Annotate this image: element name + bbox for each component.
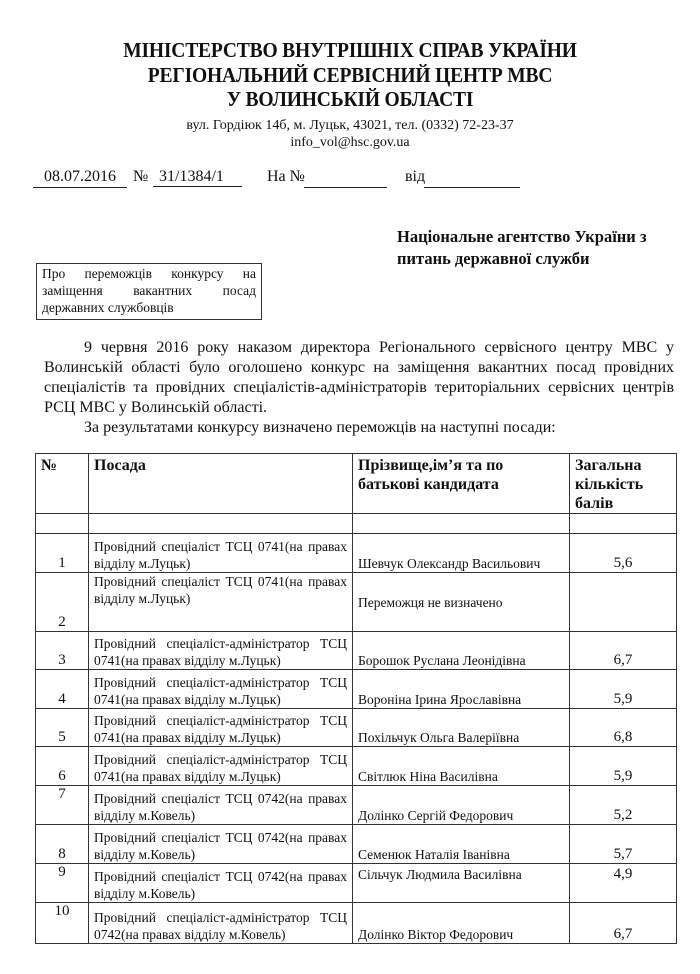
number-field xyxy=(153,168,242,187)
row-name: Похільчук Ольга Валеріївна xyxy=(353,709,570,747)
table-row xyxy=(36,709,677,747)
row-score: 6,7 xyxy=(570,903,677,944)
email-address: info_vol@hsc.gov.ua xyxy=(290,135,410,150)
row-score: 5,9 xyxy=(570,670,677,709)
header-num: № xyxy=(36,454,89,514)
addressee xyxy=(397,226,677,270)
table-row xyxy=(36,632,677,670)
center-title: РЕГІОНАЛЬНИЙ СЕРВІСНИЙ ЦЕНТР МВС xyxy=(147,63,553,87)
row-score: 5,7 xyxy=(570,825,677,864)
row-score: 5,9 xyxy=(570,747,677,786)
in-reply-blank xyxy=(304,168,387,188)
results-table xyxy=(35,453,677,944)
row-num: 6 xyxy=(36,747,89,786)
table-row xyxy=(36,534,677,573)
row-name: Переможця не визначено xyxy=(353,573,570,632)
row-num: 4 xyxy=(36,670,89,709)
number-label: № xyxy=(133,168,149,185)
subject-line: заміщення вакантних посад xyxy=(42,283,256,298)
row-position: Провідний спеціаліст-адміністратор ТСЦ 0741(на правах відділу м.Луцьк) xyxy=(89,747,353,786)
table-row xyxy=(36,747,677,786)
header-score: Загальна кількість балів xyxy=(570,454,677,514)
row-num: 2 xyxy=(36,573,89,632)
row-position: Провідний спеціаліст-адміністратор ТСЦ 0742(на правах відділу м.Ковель) xyxy=(89,903,353,944)
table-row xyxy=(36,825,677,864)
row-position: Провідний спеціаліст-адміністратор ТСЦ 0741(на правах відділу м.Луцьк) xyxy=(89,632,353,670)
row-num: 10 xyxy=(36,903,89,944)
row-score: 6,8 xyxy=(570,709,677,747)
row-score: 4,9 xyxy=(570,864,677,903)
row-position: Провідний спеціаліст ТСЦ 0742(на правах відділу м.Ковель) xyxy=(89,825,353,864)
addressee-line: питань державної служби xyxy=(397,249,590,268)
from-label: від xyxy=(405,168,426,185)
row-name: Світлюк Ніна Василівна xyxy=(353,747,570,786)
row-score: 5,2 xyxy=(570,786,677,825)
row-num: 8 xyxy=(36,825,89,864)
table-header-row xyxy=(36,454,677,514)
header-name: Прізвище,ім’я та по батькові кандидата xyxy=(353,454,570,514)
row-score xyxy=(570,573,677,632)
subject-box xyxy=(36,263,262,320)
row-position: Провідний спеціаліст-адміністратор ТСЦ 0741(на правах відділу м.Луцьк) xyxy=(89,709,353,747)
subject-line: державних службовців xyxy=(42,300,174,315)
row-num: 9 xyxy=(36,864,89,903)
row-num: 5 xyxy=(36,709,89,747)
table-row xyxy=(36,864,677,903)
table-empty-row xyxy=(36,514,677,534)
body-paragraph-2: За результатами конкурсу визначено переможців на наступні посади: xyxy=(84,419,556,436)
row-num: 7 xyxy=(36,786,89,825)
table-row xyxy=(36,903,677,944)
row-position: Провідний спеціаліст ТСЦ 0741(на правах відділу м.Луцьк) xyxy=(89,573,353,632)
row-name: Шевчук Олександр Васильович xyxy=(353,534,570,573)
row-name: Вороніна Ірина Ярославівна xyxy=(353,670,570,709)
body-paragraph-1: 9 червня 2016 року наказом директора Регіонального сервісного центру МВС у Волинській області було оголошено конкурс на заміщення вакантних посад провідних спеціалістів та провідних спеціалістів-адміністраторів територіальних сервісних центрів РСЦ МВС у Волинській області. xyxy=(44,339,674,416)
addressee-line: Національне агентство України з xyxy=(397,227,647,246)
row-name: Борошок Руслана Леонідівна xyxy=(353,632,570,670)
postal-address: вул. Гордіюк 14б, м. Луцьк, 43021, тел. (0332) 72-23-37 xyxy=(186,118,514,133)
row-score: 5,6 xyxy=(570,534,677,573)
row-score: 6,7 xyxy=(570,632,677,670)
row-name: Долінко Віктор Федорович xyxy=(353,903,570,944)
in-reply-label: На № xyxy=(267,168,305,185)
outgoing-date: 08.07.2016 xyxy=(44,168,116,185)
outgoing-number: 31/1384/1 xyxy=(159,168,224,185)
table-row xyxy=(36,786,677,825)
region-title: У ВОЛИНСЬКІЙ ОБЛАСТІ xyxy=(226,87,474,111)
row-position: Провідний спеціаліст ТСЦ 0742(на правах відділу м.Ковель) xyxy=(89,864,353,903)
from-blank xyxy=(424,168,520,188)
header-position: Посада xyxy=(89,454,353,514)
row-name: Долінко Сергій Федорович xyxy=(353,786,570,825)
row-position: Провідний спеціаліст-адміністратор ТСЦ 0741(на правах відділу м.Луцьк) xyxy=(89,670,353,709)
subject-line: Про переможців конкурсу на xyxy=(42,266,256,281)
row-num: 1 xyxy=(36,534,89,573)
row-position: Провідний спеціаліст ТСЦ 0741(на правах відділу м.Луцьк) xyxy=(89,534,353,573)
row-name: Семенюк Наталія Іванівна xyxy=(353,825,570,864)
ministry-title: МІНІСТЕРСТВО ВНУТРІШНІХ СПРАВ УКРАЇНИ xyxy=(123,38,577,62)
row-name: Сільчук Людмила Василівна xyxy=(353,864,570,903)
table-row xyxy=(36,670,677,709)
table-row xyxy=(36,573,677,632)
date-field xyxy=(33,168,127,188)
row-num: 3 xyxy=(36,632,89,670)
row-position: Провідний спеціаліст ТСЦ 0742(на правах відділу м.Ковель) xyxy=(89,786,353,825)
